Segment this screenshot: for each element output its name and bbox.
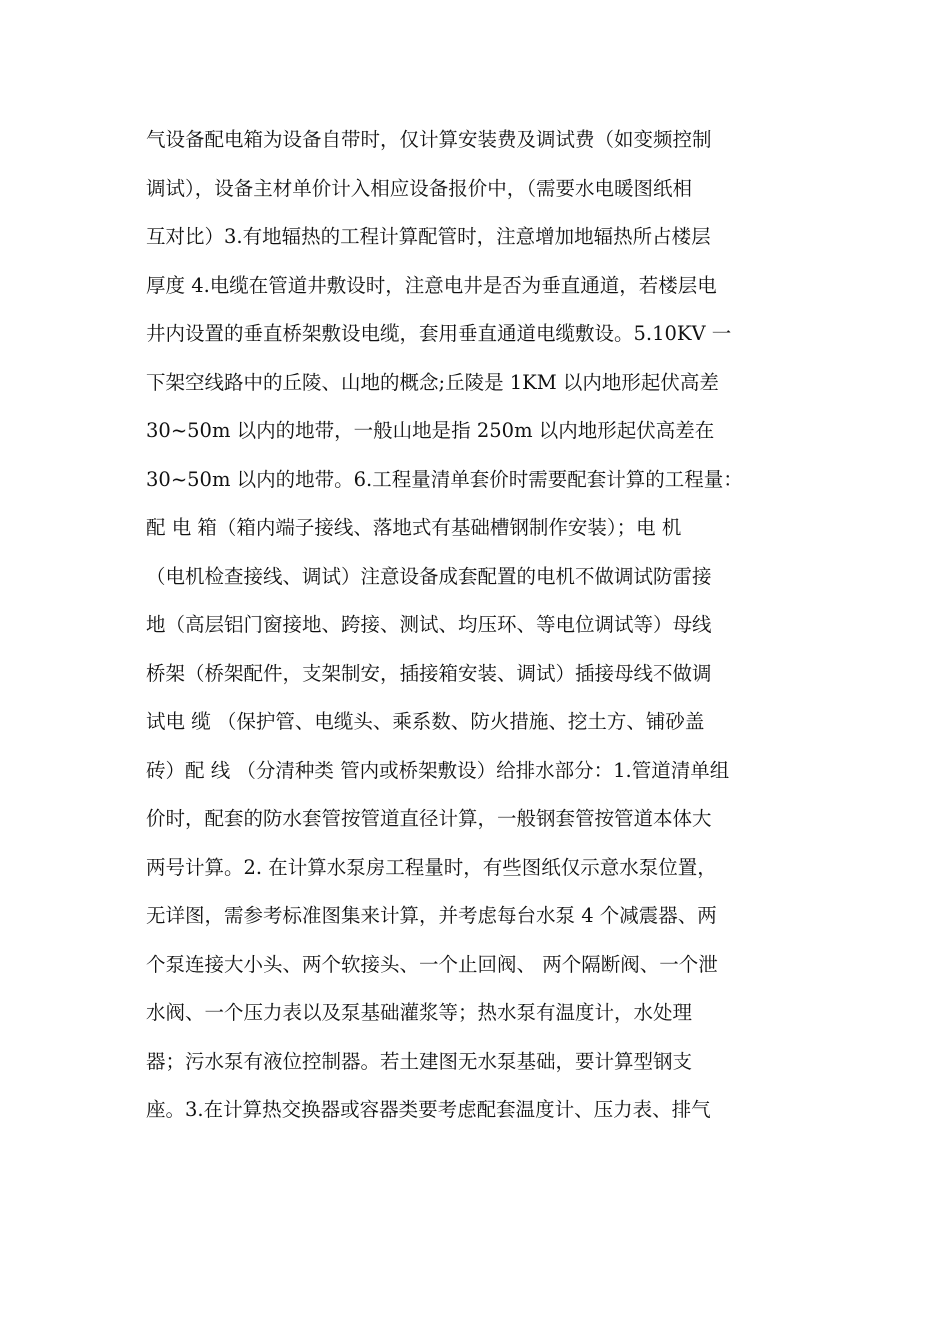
text-line: 配 电 箱（箱内端子接线、落地式有基础槽钢制作安装）；电 机 <box>146 516 682 539</box>
text-line: 30~50m 以内的地带。6.工程量清单套价时需要配套计算的工程量： <box>146 467 743 491</box>
text-line: 器；污水泵有液位控制器。若土建图无水泵基础，要计算型钢支 <box>146 1049 693 1073</box>
text-line: 地（高层铝门窗接地、跨接、测试、均压环、等电位调试等）母线 <box>146 613 712 636</box>
text-line: 下架空线路中的丘陵、山地的概念;丘陵是 1KM 以内地形起伏高差 <box>146 370 719 394</box>
text-line: 试电 缆 （保护管、电缆头、乘系数、防火措施、挖土方、铺砂盖 <box>146 710 705 733</box>
text-line: 厚度 4.电缆在管道井敷设时，注意电井是否为垂直通道，若楼层电 <box>146 273 717 297</box>
text-line: 座。3.在计算热交换器或容器类要考虑配套温度计、压力表、排气 <box>146 1098 711 1121</box>
text-line: 调试），设备主材单价计入相应设备报价中，（需要水电暖图纸相 <box>146 176 693 200</box>
text-line: 两号计算。2. 在计算水泵房工程量时，有些图纸仅示意水泵位置， <box>146 855 717 879</box>
text-line: 个泵连接大小头、两个软接头、一个止回阀、 两个隔断阀、一个泄 <box>146 952 718 976</box>
text-line: 砖）配 线 （分清种类 管内或桥架敷设）给排水部分：1.管道清单组 <box>146 758 730 782</box>
text-line: 互对比）3.有地辐热的工程计算配管时，注意增加地辐热所占楼层 <box>146 225 711 248</box>
text-line: 无详图，需参考标准图集来计算，并考虑每台水泵 4 个减震器、两 <box>146 904 717 927</box>
text-line: 水阀、一个压力表以及泵基础灌浆等；热水泵有温度计，水处理 <box>146 1001 693 1024</box>
text-line: 桥架（桥架配件，支架制安，插接箱安装、调试）插接母线不做调 <box>146 661 712 685</box>
text-line: 气设备配电箱为设备自带时，仅计算安装费及调试费（如变频控制 <box>146 128 712 151</box>
body-text <box>146 116 816 1135</box>
text-line: 30~50m 以内的地带，一般山地是指 250m 以内地形起伏高差在 <box>146 419 715 442</box>
text-line: 价时，配套的防水套管按管道直径计算，一般钢套管按管道本体大 <box>146 807 712 830</box>
text-line: （电机检查接线、调试）注意设备成套配置的电机不做调试防雷接 <box>146 564 712 588</box>
text-line: 井内设置的垂直桥架敷设电缆，套用垂直通道电缆敷设。5.10KV 一 <box>146 322 732 345</box>
